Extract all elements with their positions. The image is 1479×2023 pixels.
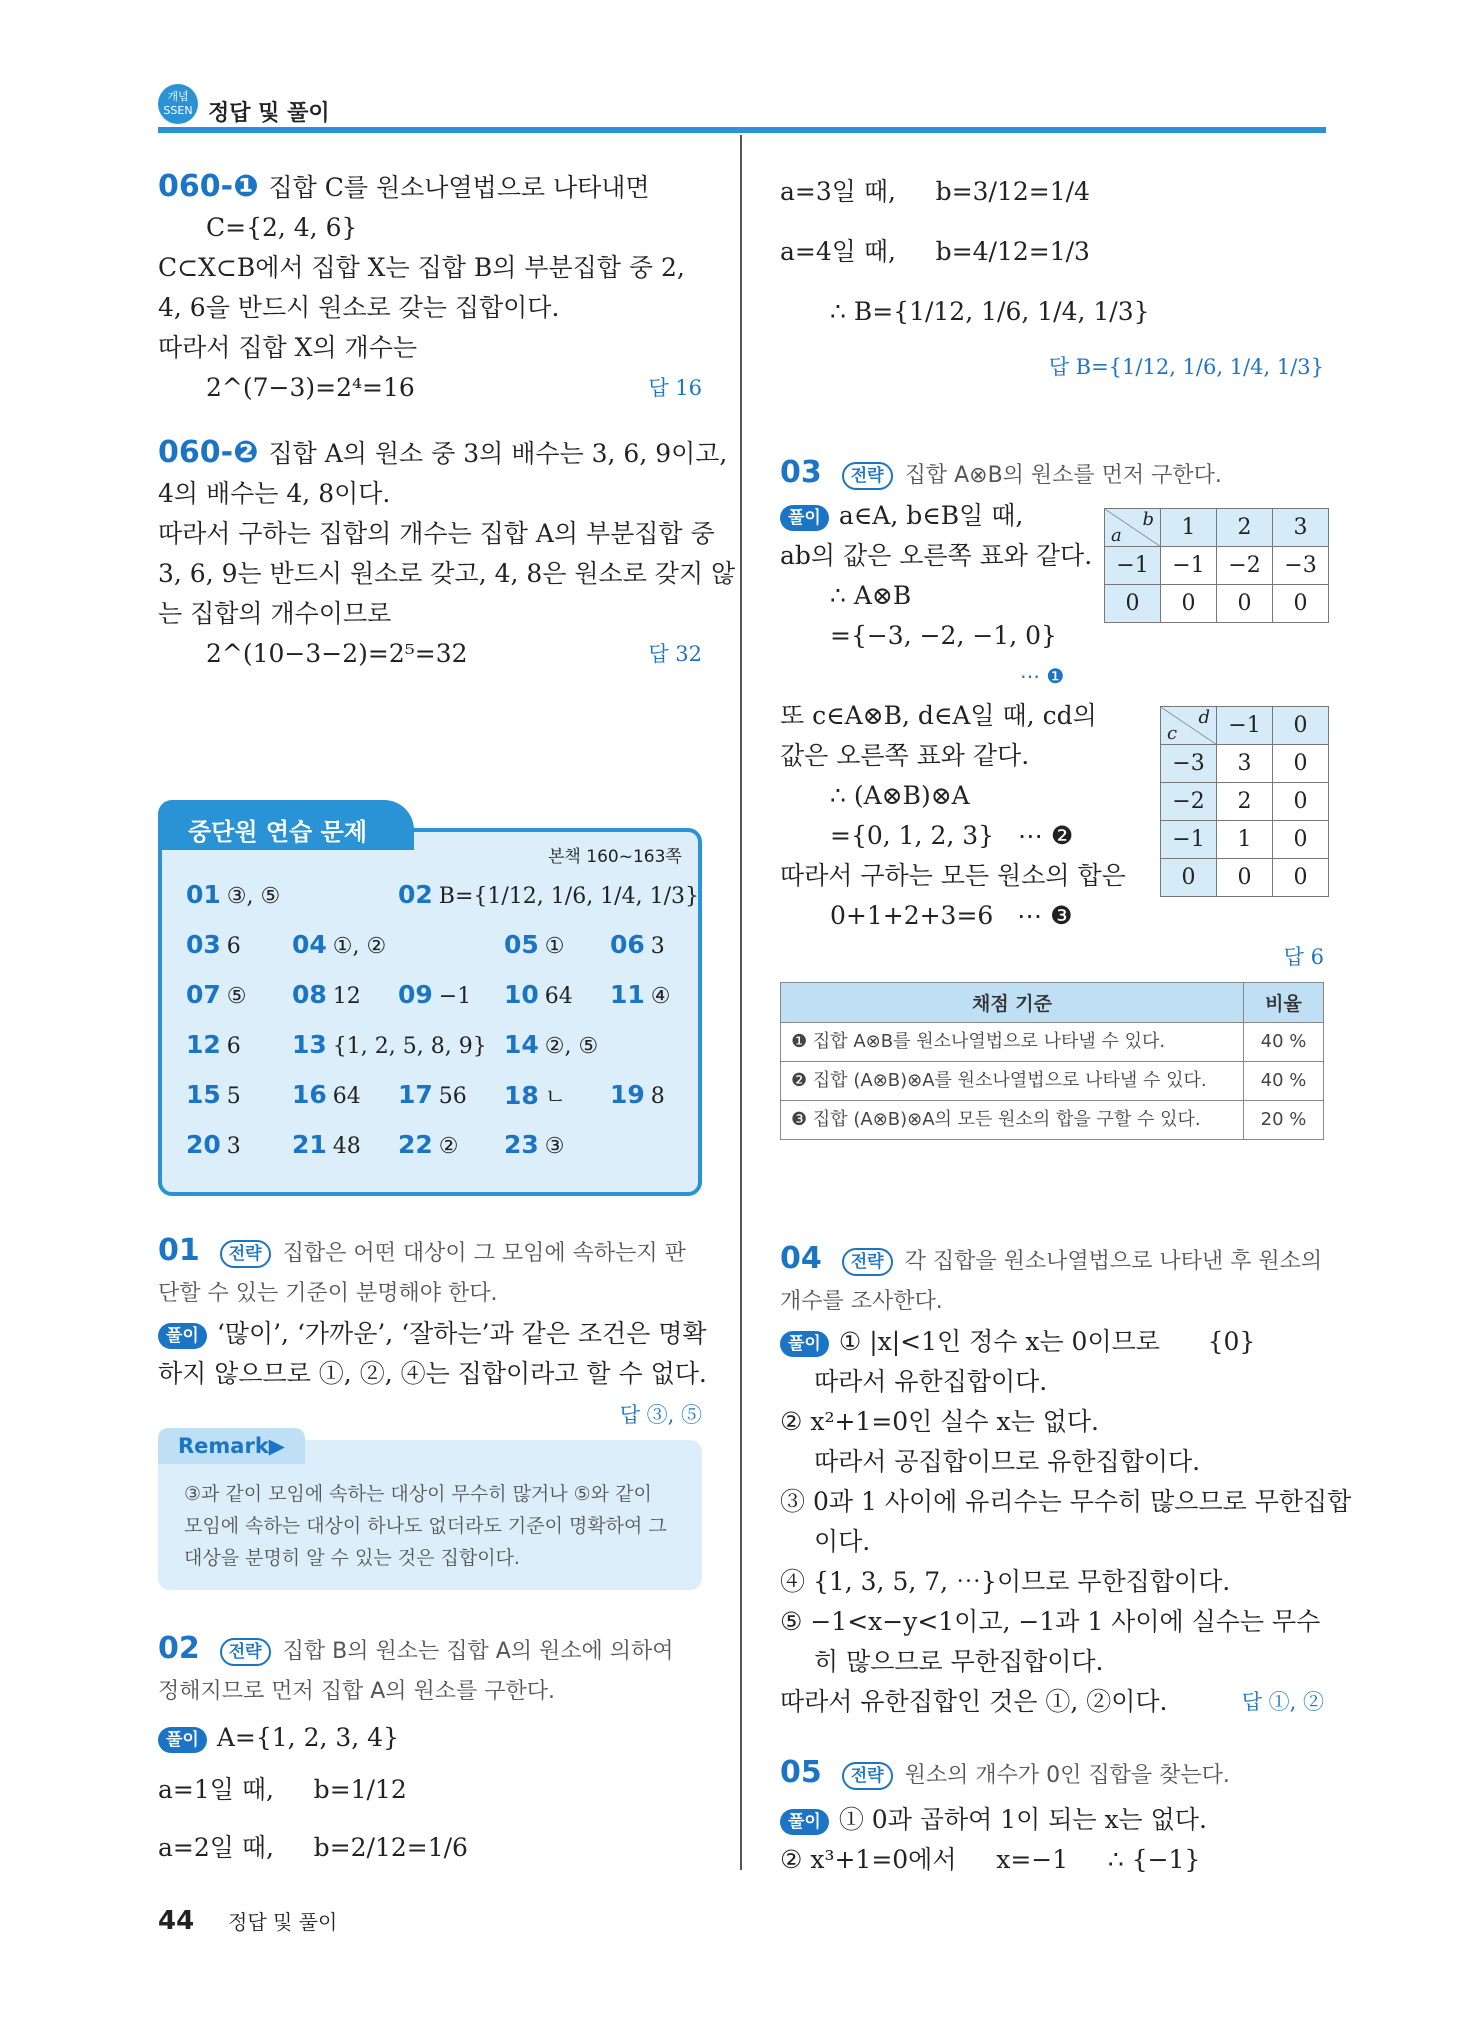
strategy: 집합 B의 원소는 집합 A의 원소에 의하여 [282,1639,674,1664]
page-number: 44 [158,1906,195,1936]
panel-answer-item: 09 −1 [398,980,472,1009]
footer-title: 정답 및 풀이 [228,1910,338,1934]
problem-id: 03 [780,455,822,490]
line: a=4일 때, b=4/12=1/3 [780,237,1090,266]
line: 히 많으므로 무한집합이다. [814,1647,1104,1676]
strategy-tag: 전략 [220,1638,271,1666]
strategy: 집합 A⊗B의 원소를 먼저 구한다. [904,463,1222,488]
panel-answer-item: 19 8 [610,1080,665,1109]
line: ={−3, −2, −1, 0} [830,621,1057,650]
panel-answer-item: 05 ① [504,930,565,959]
panel-answer-item: 10 64 [504,980,573,1009]
logo: 개념 SSEN [158,84,198,124]
line: a∈A, b∈B일 때, [838,501,1024,530]
line: 는 집합의 개수이므로 [158,599,392,628]
problem-04 [780,1240,1351,1722]
answer: 답 B={1/12, 1/6, 1/4, 1/3} [1048,355,1324,379]
ab-table: b a 1 2 3 −1 −1 −2 −3 0 0 0 0 [1104,508,1329,623]
line: 따라서 구하는 집합의 개수는 집합 A의 부분집합 중 [158,519,715,548]
solution-tag: 풀이 [780,1331,829,1357]
line: ∴ A⊗B [830,581,912,610]
corner-cell: b a [1105,509,1161,547]
panel-answer-item: 21 48 [292,1130,361,1159]
line: 0+1+2+3=6 ⋯ ❸ [830,901,1073,930]
panel-answer-item: 03 6 [186,930,241,959]
answer: 답 ③, ⑤ [619,1403,702,1427]
marker: ⋯ ❶ [1020,664,1065,688]
strategy: 원소의 개수가 0인 집합을 찾는다. [904,1763,1230,1788]
strategy: 집합은 어떤 대상이 그 모임에 속하는지 판 [282,1241,686,1266]
panel-ref: 본책 160~163쪽 [548,847,682,867]
panel-title: 중단원 연습 문제 [158,800,414,850]
panel-answer-item: 14 ②, ⑤ [504,1030,599,1059]
line: 값은 오른쪽 표와 같다. [780,741,1030,770]
problem-02-continued [780,172,1324,387]
line: 2^(10−3−2)=2⁵=32 [206,639,468,668]
line: a=1일 때, b=1/12 [158,1775,407,1804]
line: 4의 배수는 4, 8이다. [158,479,391,508]
line: 따라서 공집합이므로 유한집합이다. [814,1447,1201,1476]
panel-answer-item: 01 ③, ⑤ [186,880,281,909]
line: 따라서 구하는 모든 원소의 합은 [780,861,1126,890]
strategy-tag: 전략 [842,1762,893,1790]
line: ⑤ −1<x−y<1이고, −1과 1 사이에 실수는 무수 [780,1607,1321,1636]
line: C={2, 4, 6} [206,213,358,242]
line: ① 0과 곱하여 1이 되는 x는 없다. [838,1805,1207,1834]
line: 집합 A의 원소 중 3의 배수는 3, 6, 9이고, [268,439,728,468]
line: C⊂X⊂B에서 집합 X는 집합 B의 부분집합 중 2, [158,253,685,282]
line: ∴ (A⊗B)⊗A [830,781,970,810]
line: A={1, 2, 3, 4} [216,1723,399,1752]
solution-tag: 풀이 [780,505,829,531]
line: ={0, 1, 2, 3} ⋯ ❷ [830,821,1074,850]
problem-05 [780,1754,1230,1880]
panel-answer-item: 08 12 [292,980,361,1009]
panel-answer-item: 20 3 [186,1130,241,1159]
line: 하지 않으므로 ①, ②, ④는 집합이라고 할 수 없다. [158,1359,707,1388]
strategy: 정해지므로 먼저 집합 A의 원소를 구한다. [158,1679,556,1704]
strategy-tag: 전략 [842,462,893,490]
solution-tag: 풀이 [780,1809,829,1835]
line: 집합 C를 원소나열법으로 나타내면 [268,173,650,202]
remark-title: Remark▶ [158,1428,305,1464]
line: ① |x|<1인 정수 x는 0이므로 {0} [838,1327,1256,1356]
line: 대상을 분명히 알 수 있는 것은 집합이다. [184,1547,520,1569]
strategy: 단할 수 있는 기준이 분명해야 한다. [158,1281,498,1306]
problem-id: 02 [158,1631,200,1666]
line: 따라서 유한집합인 것은 ①, ②이다. [780,1687,1168,1716]
line: 따라서 유한집합이다. [814,1367,1048,1396]
grading-table: 채점 기준 비율 ❶ 집합 A⊗B를 원소나열법으로 나타낼 수 있다. 40 % ❷ 집합 (A⊗B)⊗A를 원소나열법으로 나타낼 수 있다. 40 % ❸ 집합 (A⊗B)⊗A의 모든 원소의 합을 구할 수 있다. 20 % [780,982,1324,1140]
problem-id: 05 [780,1755,822,1790]
panel-answer-item: 22 ② [398,1130,459,1159]
panel-answer-item: 16 64 [292,1080,361,1109]
problem-id: 01 [158,1233,200,1268]
problem-060-2 [158,434,735,674]
line: ab의 값은 오른쪽 표와 같다. [780,541,1093,570]
problem-060-1 [158,168,702,408]
line: 4, 6을 반드시 원소로 갖는 집합이다. [158,293,560,322]
answer: 답 32 [648,642,702,666]
line: ④ {1, 3, 5, 7, ⋯}이므로 무한집합이다. [780,1567,1231,1596]
remark-box [158,1434,702,1590]
header-title: 정답 및 풀이 [208,101,330,126]
strategy: 개수를 조사한다. [780,1289,943,1314]
panel-answer-item: 23 ③ [504,1130,565,1159]
header-rule [158,127,1326,133]
panel-answer-item: 12 6 [186,1030,241,1059]
answer: 답 6 [1283,945,1324,969]
line: ③ 0과 1 사이에 유리수는 무수히 많으므로 무한집합 [780,1487,1352,1516]
line: 이다. [814,1527,871,1556]
solution-tag: 풀이 [158,1323,207,1349]
line: ∴ B={1/12, 1/6, 1/4, 1/3} [830,297,1150,326]
line: ② x²+1=0인 실수 x는 없다. [780,1407,1099,1436]
line: a=2일 때, b=2/12=1/6 [158,1833,468,1862]
line: ③과 같이 모임에 속하는 대상이 무수히 많거나 ⑤와 같이 [184,1483,652,1505]
corner-cell: d c [1161,707,1217,745]
panel-answer-item: 17 56 [398,1080,467,1109]
panel-answer-item: 15 5 [186,1080,241,1109]
line: ② x³+1=0에서 x=−1 ∴ {−1} [780,1845,1201,1874]
problem-01 [158,1232,707,1435]
solution-tag: 풀이 [158,1727,207,1753]
line: ‘많이’, ‘가까운’, ‘잘하는’과 같은 조건은 명확 [216,1319,707,1348]
panel-answer-item: 07 ⑤ [186,980,247,1009]
problem-id: 060-❷ [158,435,259,470]
strategy: 각 집합을 원소나열법으로 나타낸 후 원소의 [904,1249,1323,1274]
line: 모임에 속하는 대상이 하나도 없더라도 기준이 명확하여 그 [184,1515,667,1537]
strategy-tag: 전략 [220,1240,271,1268]
panel-answer-item: 18 ㄴ [504,1081,567,1110]
problem-id: 04 [780,1241,822,1276]
problem-02 [158,1630,674,1868]
line: 따라서 집합 X의 개수는 [158,333,417,362]
panel-answer-item: 13 {1, 2, 5, 8, 9} [292,1030,487,1059]
line: 3, 6, 9는 반드시 원소로 갖고, 4, 8은 원소로 갖지 않 [158,559,736,588]
line: 2^(7−3)=2⁴=16 [206,373,415,402]
problem-id: 060-❶ [158,169,259,204]
panel-answer-item: 06 3 [610,930,665,959]
panel-answer-item: 04 ①, ② [292,930,387,959]
line: 또 c∈A⊗B, d∈A일 때, cd의 [780,701,1097,730]
answer: 답 16 [648,376,702,400]
panel-answer-item: 02 B={1/12, 1/6, 1/4, 1/3} [398,880,699,909]
cd-table: d c −1 0 −3 3 0 −2 2 0 −1 1 0 0 0 0 [1160,706,1329,897]
column-divider [740,135,742,1870]
panel-answer-item: 11 ④ [610,980,671,1009]
line: a=3일 때, b=3/12=1/4 [780,177,1090,206]
answer: 답 ①, ② [1241,1690,1324,1714]
strategy-tag: 전략 [842,1248,893,1276]
